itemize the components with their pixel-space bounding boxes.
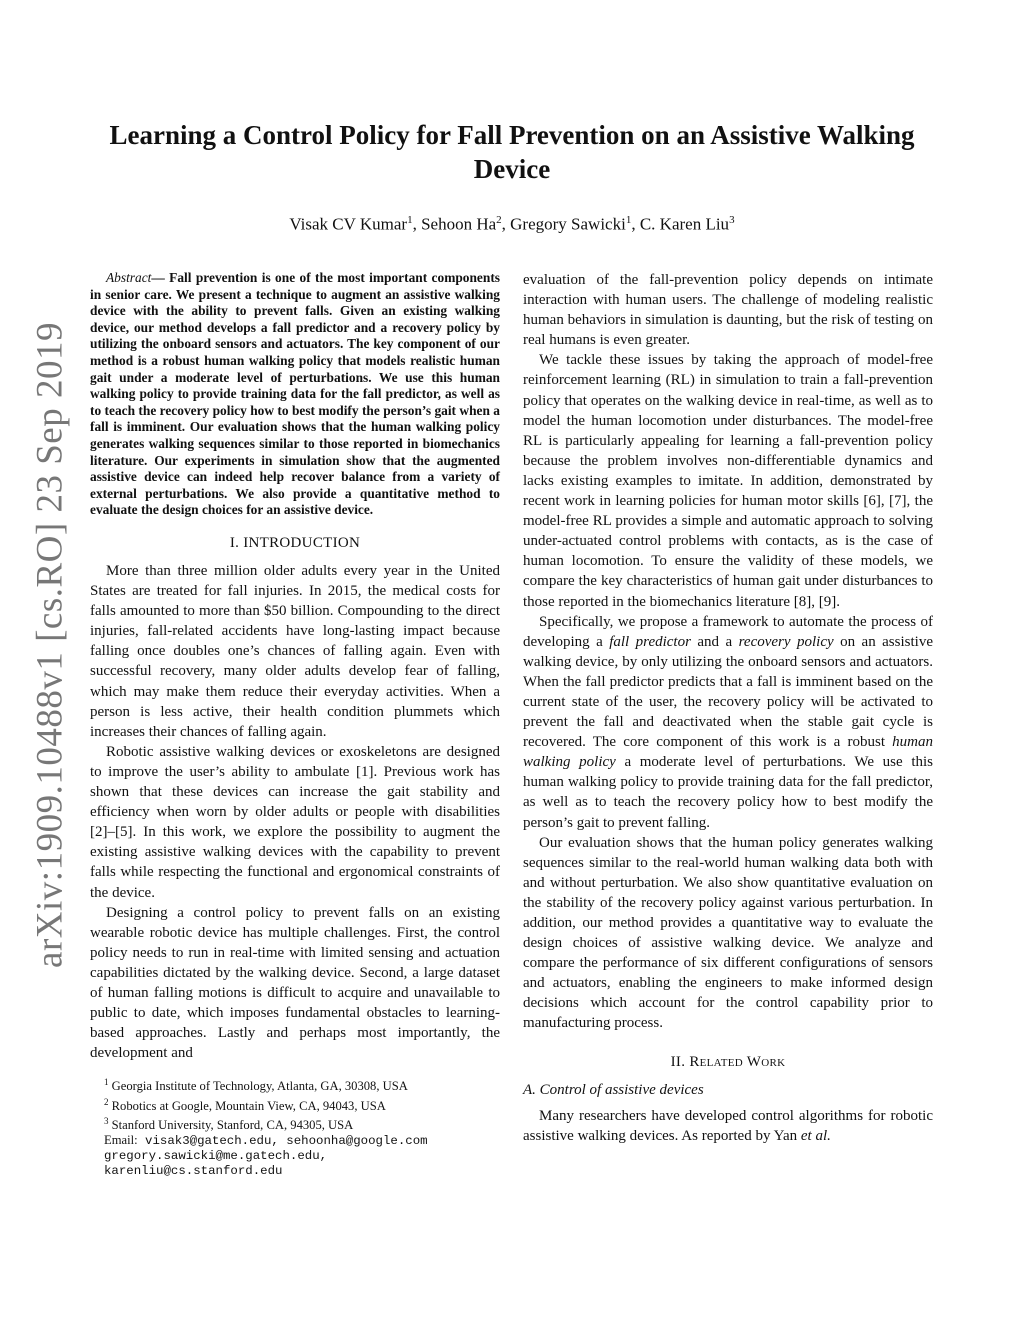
body-paragraph: [523, 612, 933, 833]
email-address: visak3@gatech.edu, sehoonha@google.com: [137, 1133, 428, 1148]
intro-paragraph: More than three million older adults every year in the United States are treated for fall injuries. In 2015, the medical costs for falls amounted to more than $50 billion. Compounding to the direct injuries, fall-related accidents have long-lasting impact because falling once doubles one’s chances of falling again. Even with successful recovery, many older adults develop fear of falling, which may make them reduce their everyday activities. When a person is less active, their health condition plummets which increases their chances of falling again.: [90, 563, 500, 740]
author-separator: ,: [412, 214, 422, 234]
footnote-mark: 2: [104, 1096, 109, 1107]
footnote: [90, 1075, 500, 1094]
intro-paragraph: Robotic assistive walking devices or exoskeletons are designed to improve the user’s ability to ambulate [1]. Previous work has shown that these devices can increase the gait stability and efficiency when worn by older adults or people with disabilities [2]–[5]. In this work, we explore the possibility to augment the existing assistive walking devices with the capability to prevent falls while respecting the functional and ergonomical constraints of the device.: [90, 743, 500, 901]
author-affiliation-mark: 2: [496, 214, 502, 226]
footnote-text: Georgia Institute of Technology, Atlanta, GA, 30308, USA: [108, 1079, 408, 1094]
subsection-heading: A. Control of assistive devices: [523, 1081, 704, 1098]
email-label: Email:: [104, 1132, 138, 1147]
author-affiliation-mark: 1: [625, 214, 632, 226]
body-paragraph: We tackle these issues by taking the approach of model-free reinforcement learning (RL) in simulation to train a fall-prevention policy that operates on the walking device in real-time, as well as to model the human locomotion under disturbances. The model-free RL is particularly appealing for learning a fall-prevention policy because the problem involves non-differentiable dynamics and lacks existing examples to imitate. In addition, demonstrated by recent work in learning policies for human motor skills [6], [7], the model-free RL provides a simple and automatic approach to solving under-actuated control problems with contacts, as is the case of human locomotion. To ensure the validity of these models, we compare the key characteristics of human gait under disturbances to those reported in the biomechanics literature [8], [9].: [523, 352, 933, 610]
footnote-text: Stanford University, Stanford, CA, 94305, USA: [108, 1117, 354, 1132]
abstract-label: Abstract: [106, 270, 152, 285]
footnote-text: Robotics at Google, Mountain View, CA, 94043, USA: [108, 1098, 386, 1113]
email-address: karenliu@cs.stanford.edu: [104, 1163, 283, 1178]
author-list: [80, 208, 944, 237]
paragraph-text: Many researchers have developed control algorithms for robotic assistive walking devices. As reported by Yan: [523, 1107, 933, 1144]
right-column: [523, 270, 933, 1146]
author-name: Sehoon Ha: [421, 214, 497, 234]
emphasis-term: fall predictor: [609, 633, 691, 650]
paragraph-text: Specifically, we propose a framework to automate the process of developing a: [523, 613, 933, 650]
paragraph-text: and a: [690, 633, 739, 650]
footnotes: [90, 1075, 500, 1179]
body-paragraph: evaluation of the fall-prevention policy depends on intimate interaction with human users. The challenge of modeling realistic human behaviors in simulation is daunting, but the risk of testing on real humans is even greater.: [523, 272, 933, 349]
author-affiliation-mark: 3: [729, 214, 735, 226]
footnote: [90, 1095, 500, 1114]
left-column: [90, 270, 500, 1179]
abstract-text: Fall prevention is one of the most important components in senior care. We present a technique to augment an assistive walking device with the ability to prevent falls. Given an existing walking device, our method develops a fall predictor and a recovery policy by utilizing the onboard sensors and actuators. The key component of our method is a robust human walking policy that models realistic human gait under a moderate level of perturbations. We use this human walking policy to provide training data for the fall predictor, as well as to teach the recovery policy how to best modify the person’s gait when a fall is imminent. Our evaluation shows that the human walking policy generates walking sequences similar to those reported in biomechanics literature. Our experiments in simulation show that the augmented assistive device can indeed help recover balance from a variety of external perturbations. We also provide a quantitative method to evaluate the design choices for an assistive device.: [90, 270, 500, 518]
paper-title: Learning a Control Policy for Fall Prevention on an Assistive Walking Device: [109, 120, 915, 184]
body-paragraph: Our evaluation shows that the human policy generates walking sequences similar to the real-world human walking data both with and without perturbation. We also show quantitative evaluation on the stability of the recovery policy against various perturbation. In addition, our method provides a quantitative way to evaluate the design choices of assistive walking device. We analyze and compare the performance of six different configurations of sensors and actuators, enabling the engineers to make informed design decisions which account for the control capability prior to manufacturing process.: [523, 834, 933, 1032]
footnote: [90, 1114, 500, 1133]
emphasis-term: recovery policy: [738, 633, 834, 650]
author-separator: ,: [501, 214, 511, 234]
paragraph-text: a moderate level of perturbations. We use this human walking policy to provide training data for the fall predictor, as well as to teach the recovery policy how to best modify the person’s gait to prevent falling.: [523, 754, 933, 831]
intro-paragraph: Designing a control policy to prevent falls on an existing wearable robotic device has multiple challenges. First, the control policy needs to run in real-time with limited sensing and actuation capabilities dictated by the walking device. Second, a large dataset of human falling motions is difficult to acquire and unavailable to public to date, which imposes fundamental obstacles to learning-based approaches. Lastly and perhaps most importantly, the development and: [90, 904, 500, 1062]
abstract: [90, 270, 500, 519]
paragraph-text: on an assistive walking device, by only utilizing the onboard sensors and actuators. When the fall predictor predicts that a fall is imminent based on the current state of the user, the recovery policy will be activated to prevent the fall and deactivated when the stable gait cycle is recovered. The core component of this work is a robust: [523, 633, 933, 751]
footnote-mark: 1: [104, 1077, 109, 1088]
emphasis-term: et al.: [800, 1127, 831, 1144]
author-name: Gregory Sawicki: [510, 214, 626, 234]
author-affiliation-mark: 1: [407, 214, 413, 226]
email-address: gregory.sawicki@me.gatech.edu,: [104, 1148, 328, 1163]
author-separator: ,: [631, 214, 640, 234]
section-heading-related-work: II. Related Work: [670, 1053, 786, 1070]
author-name: C. Karen Liu: [639, 214, 730, 234]
arxiv-stamp: arXiv:1909.10488v1 [cs.RO] 23 Sep 2019: [29, 322, 71, 968]
author-name: Visak CV Kumar: [289, 214, 408, 234]
footnote-mark: 3: [104, 1115, 109, 1126]
emphasis-term: human walking policy: [523, 734, 933, 771]
section-heading-introduction: I. INTRODUCTION: [229, 534, 361, 551]
abstract-dash: —: [151, 270, 170, 285]
body-paragraph: [523, 1106, 933, 1146]
email-footnote: [90, 1133, 500, 1149]
